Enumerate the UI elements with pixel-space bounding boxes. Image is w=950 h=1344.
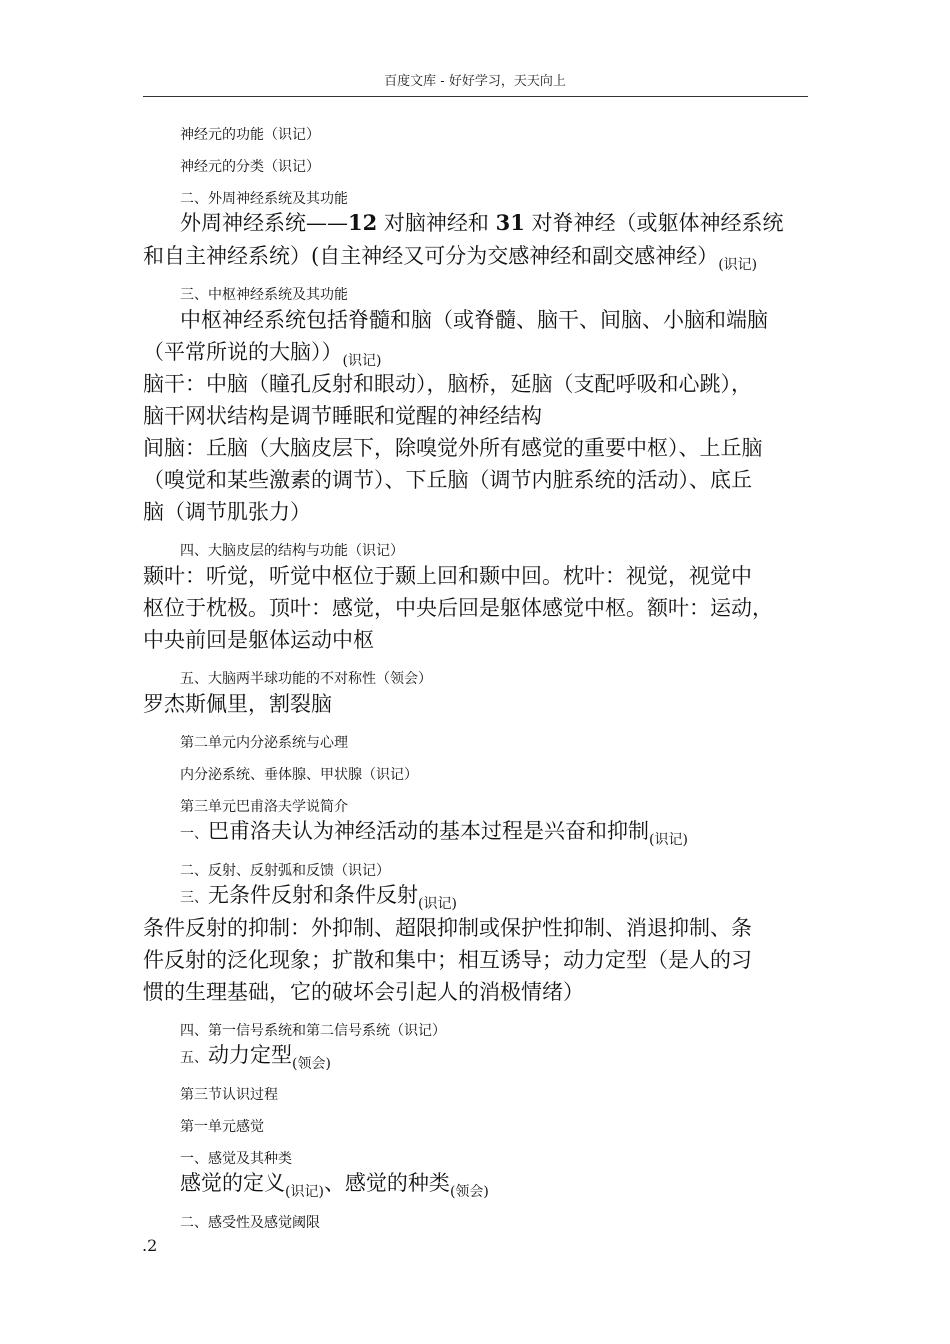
level-tag: (领会) [449,1184,489,1200]
text-span: 感觉的定义 [180,1171,285,1195]
text-line [180,207,784,237]
text-line: 内分泌系统、垂体腺、甲状腺（识记） [180,767,418,783]
page-header: 百度文库 - 好好学习，天天向上 [384,74,566,89]
text-line: 件反射的泛化现象；扩散和集中；相互诱导；动力定型（是人的习 [143,948,752,972]
text-line [180,1039,331,1073]
text-line: 中枢神经系统包括脊髓和脑（或脊髓、脑干、间脑、小脑和端脑 [180,308,768,332]
text-line: 惯的生理基础，它的破坏会引起人的消极情绪） [143,980,584,1004]
section-heading: 第二单元内分泌系统与心理 [180,735,348,751]
section-heading: 二、外周神经系统及其功能 [180,191,348,207]
item-prefix: 三、 [180,890,208,906]
section-heading: 四、大脑皮层的结构与功能（识记） [180,543,404,559]
section-heading: 第三节认识过程 [180,1087,278,1103]
text-line: 颞叶：听觉，听觉中枢位于颞上回和颞中回。枕叶：视觉，视觉中 [143,564,752,588]
text-span: （平常所说的大脑）） [143,340,343,364]
text-span: 巴甫洛夫认为神经活动的基本过程是兴奋和抑制 [208,819,649,843]
text-line: 脑干：中脑（瞳孔反射和眼动），脑桥，延脑（支配呼吸和心跳）， [143,372,752,396]
text-line [180,879,457,913]
text-line: 神经元的分类（识记） [180,159,320,175]
text-line: 神经元的功能（识记） [180,127,320,143]
text-line: 脑（调节肌张力） [143,500,311,524]
level-tag: (识记) [649,832,688,848]
text-line: 罗杰斯佩里，割裂脑 [143,692,332,716]
section-heading: 四、第一信号系统和第二信号系统（识记） [180,1023,446,1039]
text-line [143,336,381,370]
section-heading: 一、感觉及其种类 [180,1151,292,1167]
text-line: （嗅觉和某些激素的调节）、下丘脑（调节内脏系统的活动）、底丘 [143,468,752,492]
text-span: 对脊神经（或躯体神经系统 [524,211,784,235]
section-heading: 三、中枢神经系统及其功能 [180,287,348,303]
text-line [180,1167,489,1201]
number-span: 12 [348,210,378,235]
page-number: .2 [142,1236,158,1255]
level-tag: (识记) [718,257,758,273]
text-line: 脑干网状结构是调节睡眠和觉醒的神经结构 [143,404,542,428]
text-span: 无条件反射和条件反射 [208,883,418,907]
text-span: 对脑神经和 [377,211,496,235]
section-heading: 五、大脑两半球功能的不对称性（领会） [180,671,432,687]
level-tag: (识记) [342,353,382,369]
section-heading: 二、感受性及感觉阈限 [180,1215,320,1231]
section-heading: 第三单元巴甫洛夫学说简介 [180,799,348,815]
text-span: 外周神经系统—— [180,211,348,235]
section-heading: 二、反射、反射弧和反馈（识记） [180,863,390,879]
item-prefix: 一、 [180,826,208,842]
item-prefix: 五、 [180,1050,208,1066]
text-line: 条件反射的抑制：外抑制、超限抑制或保护性抑制、消退抑制、条 [143,916,752,940]
text-line [180,815,688,849]
section-heading: 第一单元感觉 [180,1119,264,1135]
text-span: 动力定型 [208,1043,292,1067]
text-line: 中央前回是躯体运动中枢 [143,628,374,652]
text-span: 和自主神经系统）(自主神经又可分为交感神经和副交感神经） [143,244,719,268]
text-span: 、感觉的种类 [323,1171,450,1195]
number-span: 31 [495,210,525,235]
header-divider [143,96,808,97]
text-line: 间脑：丘脑（大脑皮层下，除嗅觉外所有感觉的重要中枢）、上丘脑 [143,436,763,460]
text-line [143,240,757,274]
level-tag: (识记) [418,896,457,912]
level-tag: (领会) [292,1056,331,1072]
text-line: 枢位于枕极。顶叶：感觉，中央后回是躯体感觉中枢。额叶：运动， [143,596,773,620]
level-tag: (识记) [285,1184,324,1200]
